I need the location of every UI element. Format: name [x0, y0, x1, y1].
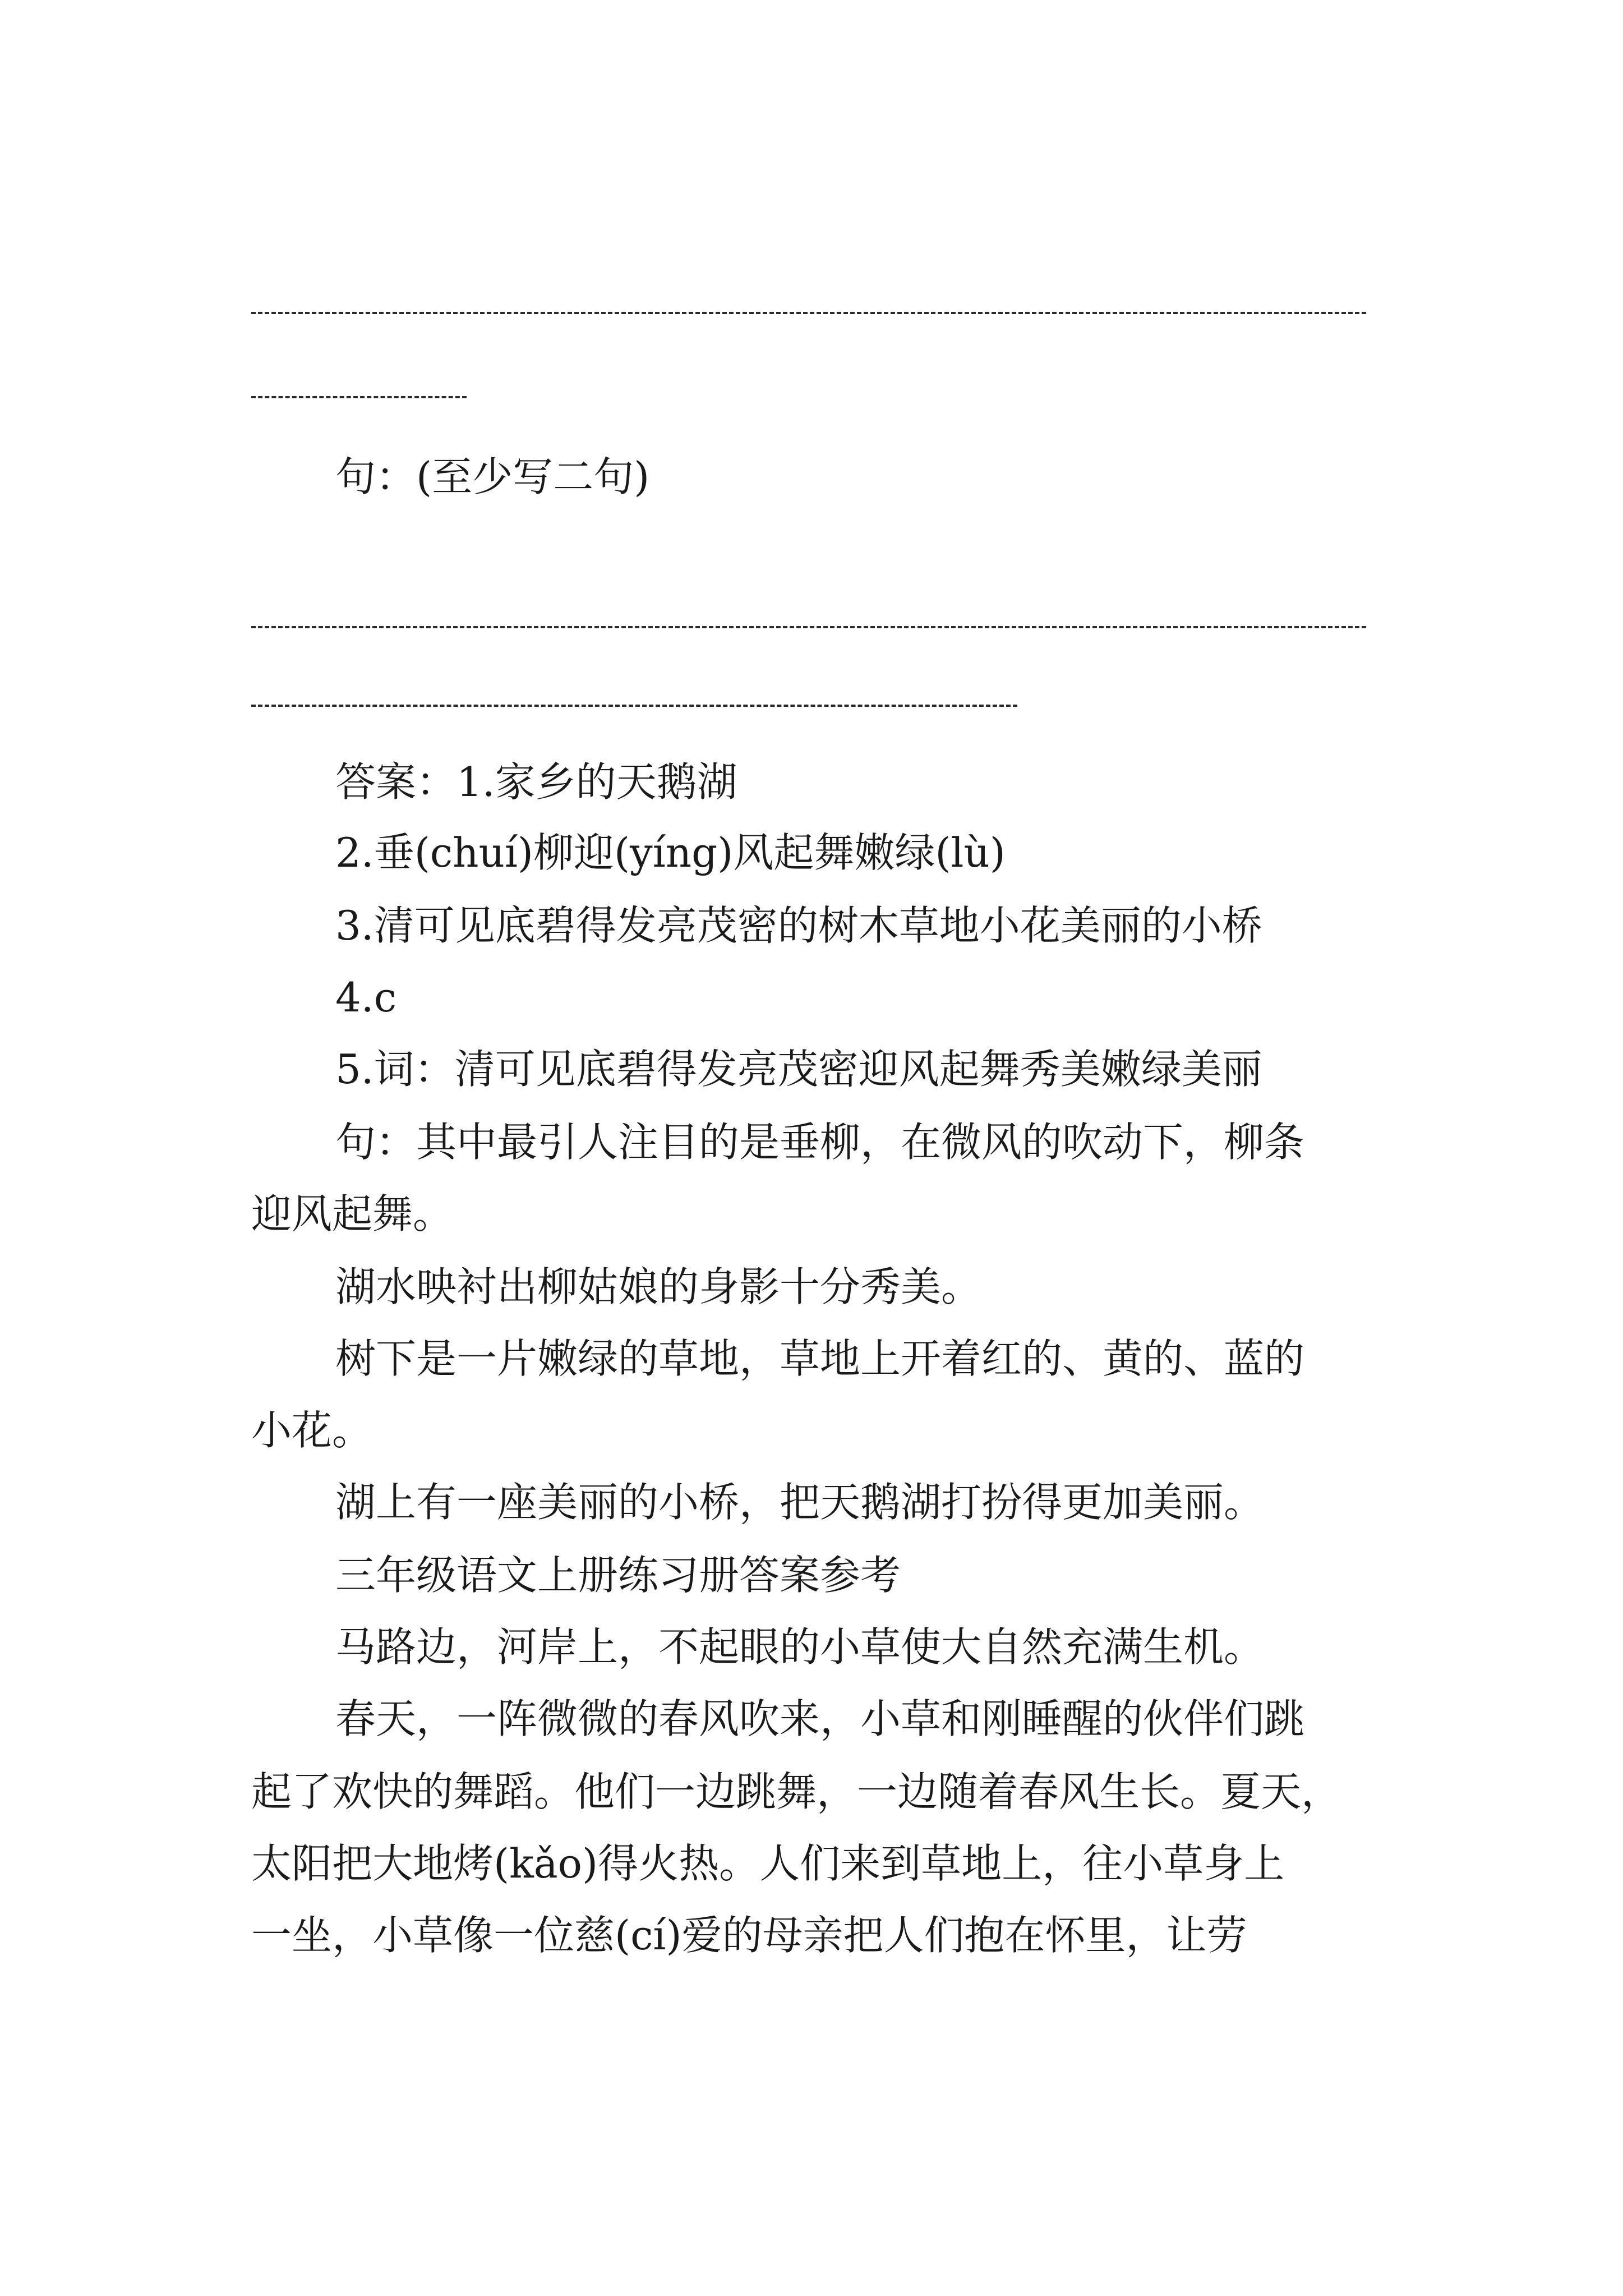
- answer-line-4: [251, 705, 1017, 707]
- passage-paragraph-1: 马路边，河岸上，不起眼的小草使大自然充满生机。: [335, 1623, 1265, 1671]
- passage-paragraph-2-line-3: 太阳把大地烤(kǎo)得火热。人们来到草地上，往小草身上: [251, 1840, 1285, 1887]
- answer-line-2: [251, 396, 467, 398]
- passage-paragraph-2-line-1: 春天，一阵微微的春风吹来，小草和刚睡醒的伙伴们跳: [335, 1695, 1305, 1742]
- sentence-prompt: 句：(至少写二句): [335, 453, 650, 500]
- section-title: 三年级语文上册练习册答案参考: [335, 1552, 901, 1599]
- answer-sentence-1-cont: 迎风起舞。: [251, 1190, 454, 1237]
- answer-sentence-4: 湖上有一座美丽的小桥，把天鹅湖打扮得更加美丽。: [335, 1479, 1265, 1526]
- answer-heading: 答案：1.家乡的天鹅湖: [335, 758, 737, 806]
- answer-item-2: 2.垂(chuí)柳迎(yíng)风起舞嫩绿(lù): [335, 829, 1006, 876]
- answer-line-1: [251, 312, 1366, 314]
- answer-sentence-3: 树下是一片嫩绿的草地，草地上开着红的、黄的、蓝的: [335, 1335, 1305, 1382]
- answer-sentence-1: 句：其中最引人注目的是垂柳，在微风的吹动下，柳条: [335, 1119, 1305, 1166]
- answer-sentence-2: 湖水映衬出柳姑娘的身影十分秀美。: [335, 1263, 982, 1310]
- answer-item-3: 3.清可见底碧得发亮茂密的树木草地小花美丽的小桥: [335, 902, 1262, 949]
- answer-line-3: [251, 626, 1366, 628]
- answer-sentence-3-cont: 小花。: [251, 1407, 373, 1454]
- answer-item-5: 5.词：清可见底碧得发亮茂密迎风起舞秀美嫩绿美丽: [335, 1046, 1262, 1093]
- passage-paragraph-2-line-4: 一坐，小草像一位慈(cí)爱的母亲把人们抱在怀里，让劳: [251, 1912, 1247, 1959]
- passage-paragraph-2-line-2: 起了欢快的舞蹈。他们一边跳舞，一边随着春风生长。夏天，: [251, 1768, 1342, 1815]
- answer-item-4: 4.c: [335, 974, 397, 1021]
